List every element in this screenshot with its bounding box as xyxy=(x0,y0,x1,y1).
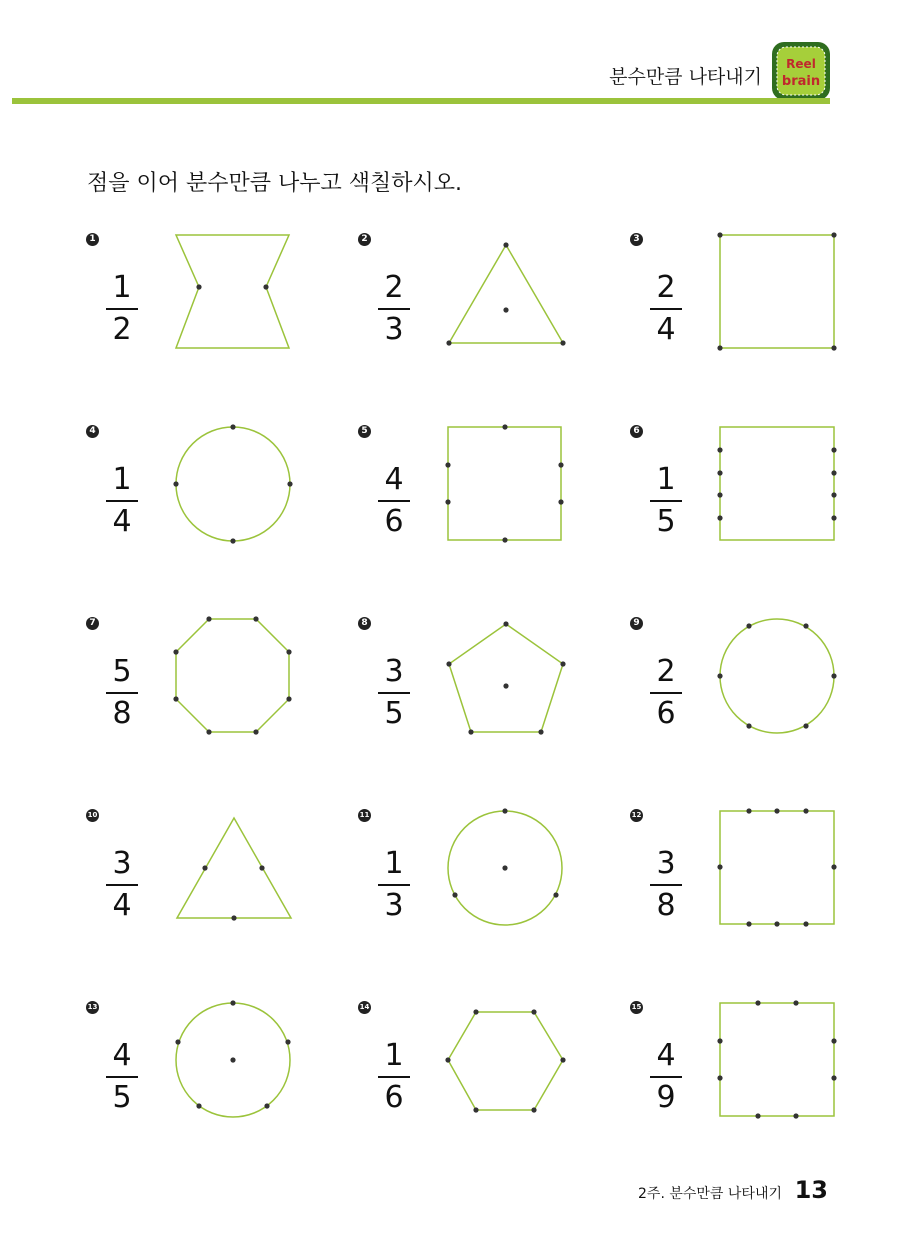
dot-point[interactable] xyxy=(173,649,178,654)
dot-point[interactable] xyxy=(503,621,508,626)
problem-item xyxy=(630,806,870,946)
dot-point[interactable] xyxy=(560,340,565,345)
dot-point[interactable] xyxy=(717,492,722,497)
fraction-numerator: 5 xyxy=(112,654,132,689)
dot-point[interactable] xyxy=(746,623,751,628)
fraction-bar xyxy=(650,308,682,310)
dot-point[interactable] xyxy=(175,1039,180,1044)
dot-point[interactable] xyxy=(717,1075,722,1080)
dot-point[interactable] xyxy=(446,340,451,345)
dot-point[interactable] xyxy=(831,470,836,475)
fraction-denominator: 8 xyxy=(656,888,676,923)
problem-item xyxy=(86,998,326,1138)
dot-point[interactable] xyxy=(717,447,722,452)
fraction xyxy=(378,1038,410,1116)
dot-point[interactable] xyxy=(286,649,291,654)
problem-item xyxy=(358,422,598,562)
shape-outline xyxy=(177,818,291,918)
shape-circle-3[interactable] xyxy=(418,806,598,931)
shape-circle-6[interactable] xyxy=(690,614,870,739)
fraction-denominator: 8 xyxy=(112,696,132,731)
dot-point[interactable] xyxy=(717,515,722,520)
header-divider xyxy=(12,98,830,104)
dot-point[interactable] xyxy=(717,232,722,237)
dot-point[interactable] xyxy=(502,865,507,870)
dot-point[interactable] xyxy=(831,1075,836,1080)
fraction-denominator: 3 xyxy=(384,888,404,923)
reel-brain-logo xyxy=(770,40,832,102)
fraction-denominator: 5 xyxy=(112,1080,132,1115)
fraction-denominator: 3 xyxy=(384,312,404,347)
fraction-bar xyxy=(106,692,138,694)
fraction xyxy=(650,654,682,732)
svg-text:Reel: Reel xyxy=(786,57,816,71)
dot-point[interactable] xyxy=(831,492,836,497)
dot-point[interactable] xyxy=(287,481,292,486)
shape-square-6[interactable] xyxy=(418,422,598,547)
fraction-denominator: 6 xyxy=(384,1080,404,1115)
fraction-bar xyxy=(378,884,410,886)
problem-number: 5 xyxy=(358,425,371,438)
problem-item xyxy=(630,998,870,1138)
problem-item xyxy=(358,614,598,754)
dot-point[interactable] xyxy=(746,723,751,728)
fraction-denominator: 9 xyxy=(656,1080,676,1115)
dot-point[interactable] xyxy=(259,865,264,870)
fraction-bar xyxy=(378,1076,410,1078)
problem-item xyxy=(630,614,870,754)
dot-point[interactable] xyxy=(755,1113,760,1118)
fraction-denominator: 4 xyxy=(112,888,132,923)
fraction-numerator: 4 xyxy=(112,1038,132,1073)
dot-point[interactable] xyxy=(553,892,558,897)
problem-number: 9 xyxy=(630,617,643,630)
shape-outline xyxy=(449,245,563,343)
fraction xyxy=(106,654,138,732)
problem-number: 4 xyxy=(86,425,99,438)
dot-point[interactable] xyxy=(230,538,235,543)
shape-hourglass[interactable] xyxy=(146,230,326,355)
problem-number: 1 xyxy=(86,233,99,246)
fraction-numerator: 4 xyxy=(656,1038,676,1073)
dot-point[interactable] xyxy=(502,808,507,813)
dot-point[interactable] xyxy=(206,729,211,734)
dot-point[interactable] xyxy=(831,345,836,350)
dot-point[interactable] xyxy=(538,729,543,734)
dot-point[interactable] xyxy=(473,1009,478,1014)
fraction-bar xyxy=(650,692,682,694)
problem-number: 10 xyxy=(86,809,99,822)
dot-point[interactable] xyxy=(558,462,563,467)
dot-point[interactable] xyxy=(793,1113,798,1118)
fraction xyxy=(650,1038,682,1116)
dot-point[interactable] xyxy=(793,1000,798,1005)
fraction-bar xyxy=(106,1076,138,1078)
dot-point[interactable] xyxy=(803,623,808,628)
svg-text:brain: brain xyxy=(781,74,821,89)
fraction-bar xyxy=(378,308,410,310)
dot-point[interactable] xyxy=(831,1038,836,1043)
dot-point[interactable] xyxy=(803,808,808,813)
dot-point[interactable] xyxy=(173,696,178,701)
dot-point[interactable] xyxy=(755,1000,760,1005)
fraction xyxy=(650,846,682,924)
problem-number: 14 xyxy=(358,1001,371,1014)
dot-point[interactable] xyxy=(531,1107,536,1112)
fraction-numerator: 2 xyxy=(656,270,676,305)
fraction xyxy=(378,654,410,732)
shape-outline xyxy=(448,427,561,540)
problem-item xyxy=(86,422,326,562)
shape-outline xyxy=(176,235,289,348)
header-title: 분수만큼 나타내기 xyxy=(609,66,762,88)
dot-point[interactable] xyxy=(503,242,508,247)
dot-point[interactable] xyxy=(774,921,779,926)
shape-outline xyxy=(449,624,563,732)
shape-hexagon[interactable] xyxy=(418,998,598,1123)
fraction-numerator: 1 xyxy=(112,270,132,305)
fraction xyxy=(650,270,682,348)
fraction-bar xyxy=(106,884,138,886)
dot-point[interactable] xyxy=(445,499,450,504)
dot-point[interactable] xyxy=(502,424,507,429)
problem-number: 15 xyxy=(630,1001,643,1014)
fraction xyxy=(106,1038,138,1116)
fraction-numerator: 2 xyxy=(384,270,404,305)
dot-point[interactable] xyxy=(263,284,268,289)
dot-point[interactable] xyxy=(774,808,779,813)
dot-point[interactable] xyxy=(831,864,836,869)
shape-outline xyxy=(720,235,834,348)
fraction-numerator: 1 xyxy=(384,1038,404,1073)
shape-outline xyxy=(720,1003,834,1116)
fraction-denominator: 6 xyxy=(384,504,404,539)
dot-point[interactable] xyxy=(445,1057,450,1062)
fraction-bar xyxy=(378,500,410,502)
fraction-numerator: 3 xyxy=(112,846,132,881)
dot-point[interactable] xyxy=(285,1039,290,1044)
dot-point[interactable] xyxy=(831,673,836,678)
shape-outline xyxy=(720,811,834,924)
dot-point[interactable] xyxy=(230,424,235,429)
fraction-numerator: 3 xyxy=(384,654,404,689)
dot-point[interactable] xyxy=(560,661,565,666)
footer-chapter: 2주. 분수만큼 나타내기 xyxy=(638,1186,782,1202)
fraction-denominator: 4 xyxy=(656,312,676,347)
shape-square-9[interactable] xyxy=(690,998,870,1123)
fraction xyxy=(378,270,410,348)
fraction xyxy=(106,462,138,540)
dot-point[interactable] xyxy=(503,307,508,312)
dot-point[interactable] xyxy=(230,1000,235,1005)
problem-item xyxy=(358,230,598,370)
dot-point[interactable] xyxy=(560,1057,565,1062)
shape-outline xyxy=(448,1012,563,1110)
problem-item xyxy=(630,422,870,562)
dot-point[interactable] xyxy=(717,470,722,475)
dot-point[interactable] xyxy=(502,537,507,542)
shape-outline xyxy=(720,619,834,733)
problem-number: 8 xyxy=(358,617,371,630)
fraction xyxy=(378,846,410,924)
fraction-bar xyxy=(650,884,682,886)
dot-point[interactable] xyxy=(746,921,751,926)
dot-point[interactable] xyxy=(717,345,722,350)
fraction-numerator: 3 xyxy=(656,846,676,881)
dot-point[interactable] xyxy=(746,808,751,813)
problem-number: 11 xyxy=(358,809,371,822)
shape-square-side-dots[interactable] xyxy=(690,422,870,547)
instruction-text: 점을 이어 분수만큼 나누고 색칠하시오. xyxy=(87,171,462,196)
problem-item xyxy=(86,230,326,370)
dot-point[interactable] xyxy=(531,1009,536,1014)
dot-point[interactable] xyxy=(446,661,451,666)
shape-circle-4[interactable] xyxy=(146,422,326,547)
dot-point[interactable] xyxy=(253,729,258,734)
fraction-denominator: 4 xyxy=(112,504,132,539)
dot-point[interactable] xyxy=(230,1057,235,1062)
dot-point[interactable] xyxy=(231,915,236,920)
shape-square-corners[interactable] xyxy=(690,230,870,355)
problem-item xyxy=(86,806,326,946)
page-number: 13 xyxy=(794,1176,828,1204)
fraction-numerator: 1 xyxy=(656,462,676,497)
problem-number: 7 xyxy=(86,617,99,630)
dot-point[interactable] xyxy=(803,723,808,728)
dot-point[interactable] xyxy=(253,616,258,621)
shape-triangle-mid[interactable] xyxy=(146,806,326,931)
fraction-bar xyxy=(106,500,138,502)
shape-outline xyxy=(176,427,290,541)
dot-point[interactable] xyxy=(196,1103,201,1108)
dot-point[interactable] xyxy=(831,232,836,237)
dot-point[interactable] xyxy=(286,696,291,701)
problem-number: 3 xyxy=(630,233,643,246)
fraction-numerator: 1 xyxy=(112,462,132,497)
dot-point[interactable] xyxy=(717,673,722,678)
problem-item xyxy=(630,230,870,370)
shape-triangle-center[interactable] xyxy=(418,230,598,355)
dot-point[interactable] xyxy=(452,892,457,897)
problem-item xyxy=(86,614,326,754)
dot-point[interactable] xyxy=(206,616,211,621)
dot-point[interactable] xyxy=(173,481,178,486)
shape-outline xyxy=(720,427,834,540)
fraction-denominator: 5 xyxy=(656,504,676,539)
dot-point[interactable] xyxy=(803,921,808,926)
fraction xyxy=(650,462,682,540)
dot-point[interactable] xyxy=(202,865,207,870)
fraction-numerator: 1 xyxy=(384,846,404,881)
dot-point[interactable] xyxy=(558,499,563,504)
dot-point[interactable] xyxy=(831,515,836,520)
problem-number: 12 xyxy=(630,809,643,822)
fraction-bar xyxy=(378,692,410,694)
fraction-denominator: 2 xyxy=(112,312,132,347)
fraction xyxy=(378,462,410,540)
dot-point[interactable] xyxy=(473,1107,478,1112)
problem-item xyxy=(358,998,598,1138)
problem-item xyxy=(358,806,598,946)
fraction xyxy=(106,270,138,348)
shape-octagon[interactable] xyxy=(146,614,326,739)
fraction-numerator: 4 xyxy=(384,462,404,497)
shape-square-8[interactable] xyxy=(690,806,870,931)
dot-point[interactable] xyxy=(717,864,722,869)
dot-point[interactable] xyxy=(445,462,450,467)
fraction-numerator: 2 xyxy=(656,654,676,689)
dot-point[interactable] xyxy=(196,284,201,289)
fraction-denominator: 6 xyxy=(656,696,676,731)
fraction-bar xyxy=(650,1076,682,1078)
dot-point[interactable] xyxy=(717,1038,722,1043)
problem-number: 13 xyxy=(86,1001,99,1014)
shape-circle-5[interactable] xyxy=(146,998,326,1123)
dot-point[interactable] xyxy=(264,1103,269,1108)
shape-outline xyxy=(176,619,289,732)
problem-number: 2 xyxy=(358,233,371,246)
fraction-denominator: 5 xyxy=(384,696,404,731)
problem-number: 6 xyxy=(630,425,643,438)
fraction-bar xyxy=(106,308,138,310)
dot-point[interactable] xyxy=(831,447,836,452)
fraction-bar xyxy=(650,500,682,502)
shape-pentagon[interactable] xyxy=(418,614,598,739)
fraction xyxy=(106,846,138,924)
dot-point[interactable] xyxy=(468,729,473,734)
dot-point[interactable] xyxy=(503,683,508,688)
